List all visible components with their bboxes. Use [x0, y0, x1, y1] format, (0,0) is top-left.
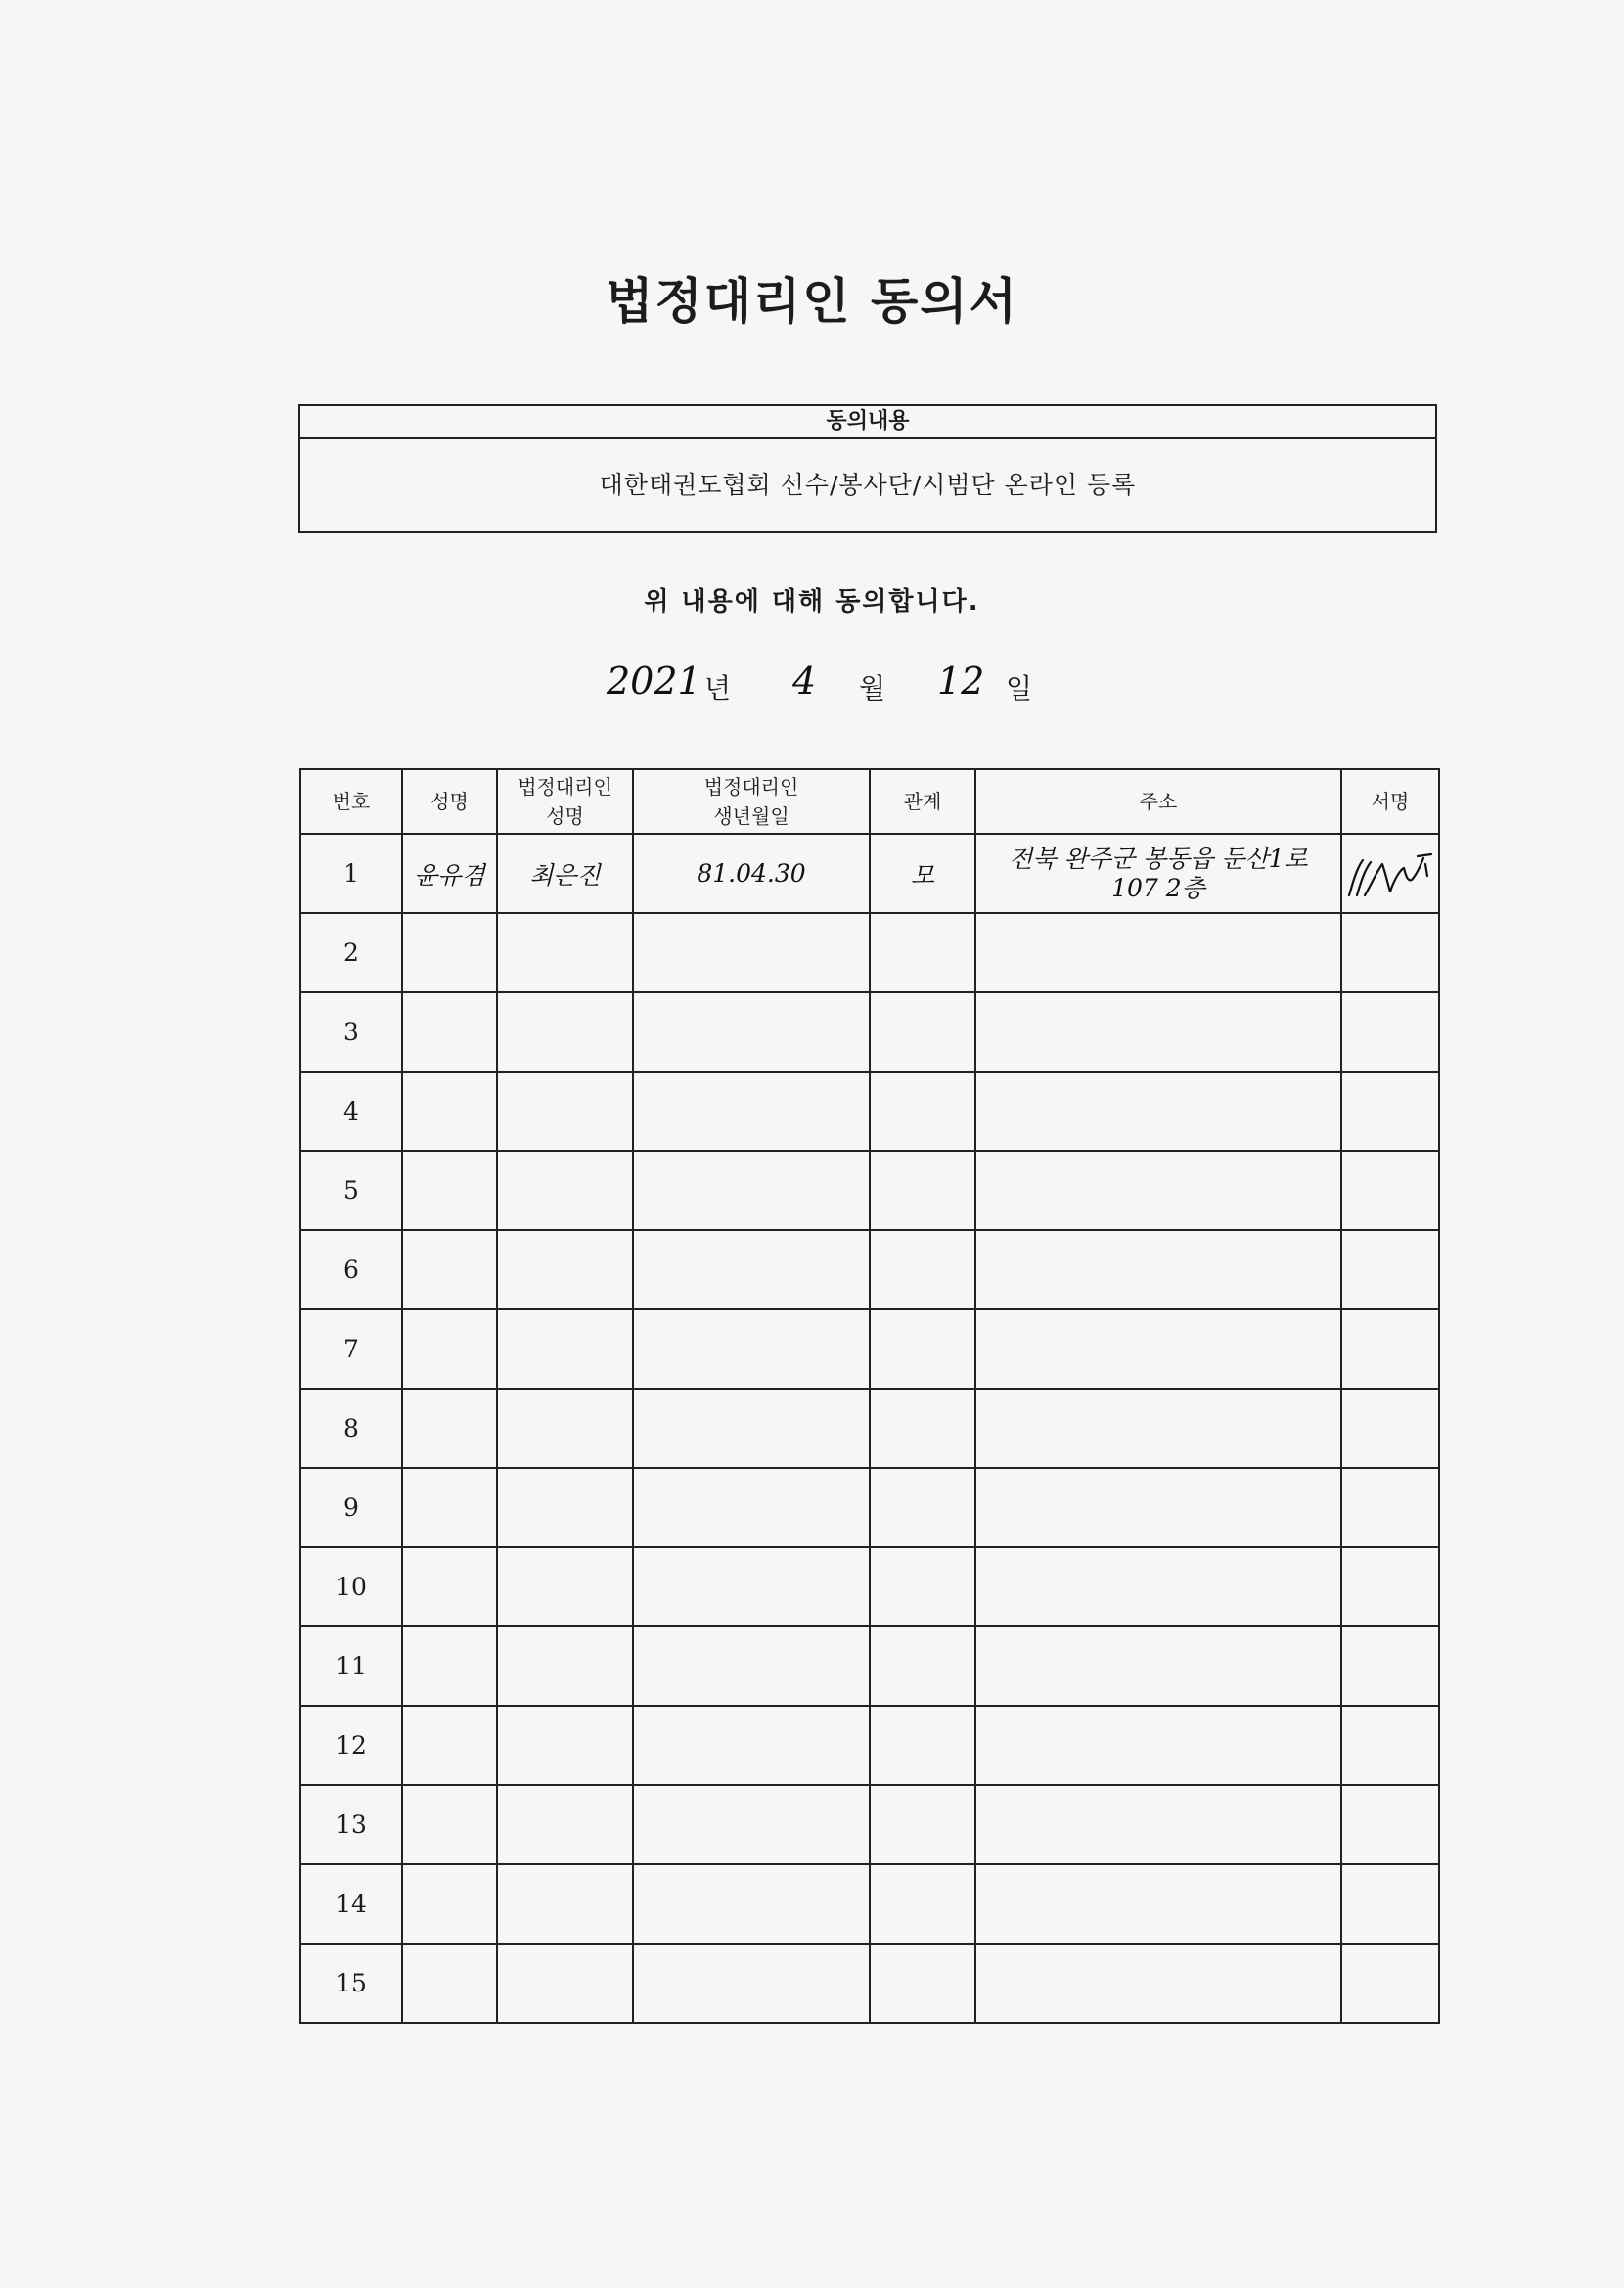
row-no: 10: [300, 1547, 402, 1626]
row-address: [975, 834, 1341, 913]
header-guardian-birth-line2: 생년월일: [713, 804, 789, 828]
row-address: [975, 1230, 1341, 1309]
table-row: [300, 834, 1439, 913]
row-guardian-name: 최은진: [497, 834, 633, 913]
row-relation: [870, 1072, 975, 1151]
table-row: [300, 1626, 1439, 1706]
row-signature: [1341, 913, 1439, 992]
row-name: [402, 1785, 497, 1864]
row-guardian-birth: [633, 1547, 870, 1626]
row-guardian-name: [497, 1706, 633, 1785]
row-signature: [1341, 834, 1439, 913]
header-signature: 서명: [1341, 769, 1439, 834]
row-relation: [870, 913, 975, 992]
row-relation: [870, 1468, 975, 1547]
row-guardian-birth: [633, 1706, 870, 1785]
row-address-line1: 전북 완주군 봉동읍 둔산1로: [1009, 844, 1308, 873]
row-no: 13: [300, 1785, 402, 1864]
row-address: [975, 1468, 1341, 1547]
row-guardian-name: [497, 1864, 633, 1944]
row-guardian-name: [497, 1389, 633, 1468]
date-day-unit: 일: [1006, 672, 1033, 705]
row-relation: [870, 1230, 975, 1309]
row-relation: [870, 1944, 975, 2023]
agreement-statement: 위 내용에 대해 동의합니다.: [644, 587, 980, 617]
date-month-unit: 월: [859, 672, 886, 705]
row-guardian-name: [497, 1151, 633, 1230]
header-relation: 관계: [870, 769, 975, 834]
header-guardian-name-line2: 성명: [546, 804, 584, 828]
row-guardian-name: [497, 1072, 633, 1151]
row-signature: [1341, 1072, 1439, 1151]
row-guardian-birth: [633, 1944, 870, 2023]
row-address: [975, 1547, 1341, 1626]
page-title: 법정대리인 동의서: [606, 273, 1018, 330]
date-year: 2021: [607, 660, 701, 703]
row-address: [975, 1864, 1341, 1944]
header-guardian-name-line1: 법정대리인: [518, 775, 612, 799]
row-no: 9: [300, 1468, 402, 1547]
row-guardian-birth: [633, 992, 870, 1072]
row-relation: [870, 1389, 975, 1468]
header-guardian-name: [497, 769, 633, 834]
row-guardian-birth: [633, 1072, 870, 1151]
row-name: [402, 1706, 497, 1785]
table-row: [300, 1864, 1439, 1944]
row-name: [402, 1944, 497, 2023]
date-year-unit: 년: [704, 672, 732, 705]
table-row: [300, 1785, 1439, 1864]
row-name: [402, 1864, 497, 1944]
row-guardian-birth: [633, 1468, 870, 1547]
row-no: 2: [300, 913, 402, 992]
row-signature: [1341, 1944, 1439, 2023]
table-row: [300, 1944, 1439, 2023]
row-signature: [1341, 1468, 1439, 1547]
table-row: [300, 1151, 1439, 1230]
table-row: [300, 1072, 1439, 1151]
row-no: 8: [300, 1389, 402, 1468]
row-signature: [1341, 1785, 1439, 1864]
table-row: [300, 1468, 1439, 1547]
row-guardian-name: [497, 1468, 633, 1547]
row-no: 3: [300, 992, 402, 1072]
row-name: [402, 1151, 497, 1230]
table-row: [300, 1547, 1439, 1626]
row-address: [975, 1944, 1341, 2023]
row-name: [402, 992, 497, 1072]
row-address: [975, 1389, 1341, 1468]
row-no: 14: [300, 1864, 402, 1944]
row-address: [975, 1309, 1341, 1389]
guardian-roster-table: [299, 768, 1440, 2024]
row-address: [975, 1626, 1341, 1706]
row-guardian-name: [497, 1309, 633, 1389]
row-no: 5: [300, 1151, 402, 1230]
row-name: [402, 1309, 497, 1389]
row-relation: [870, 1151, 975, 1230]
consent-content-header: 동의내용: [300, 406, 1435, 439]
row-guardian-name: [497, 913, 633, 992]
date-day: 12: [937, 660, 985, 703]
row-address: [975, 1072, 1341, 1151]
row-signature: [1341, 1864, 1439, 1944]
row-guardian-birth: [633, 1230, 870, 1309]
row-address-line2: 107 2층: [1111, 873, 1205, 902]
row-guardian-name: [497, 1785, 633, 1864]
row-guardian-name: [497, 1944, 633, 2023]
table-row: [300, 1309, 1439, 1389]
row-signature: [1341, 1230, 1439, 1309]
row-address: [975, 913, 1341, 992]
row-guardian-birth: [633, 1785, 870, 1864]
row-name: [402, 1626, 497, 1706]
row-signature: [1341, 1151, 1439, 1230]
row-guardian-birth: [633, 1309, 870, 1389]
row-guardian-birth: [633, 913, 870, 992]
row-name: [402, 1230, 497, 1309]
row-relation: [870, 1309, 975, 1389]
row-address: [975, 1151, 1341, 1230]
header-address: 주소: [975, 769, 1341, 834]
row-no: 4: [300, 1072, 402, 1151]
row-relation: [870, 1547, 975, 1626]
row-relation: [870, 1706, 975, 1785]
row-guardian-name: [497, 1547, 633, 1626]
row-signature: [1341, 1547, 1439, 1626]
row-address: [975, 992, 1341, 1072]
row-relation: [870, 1626, 975, 1706]
row-address: [975, 1706, 1341, 1785]
row-no: 12: [300, 1706, 402, 1785]
row-no: 6: [300, 1230, 402, 1309]
row-guardian-birth: [633, 1151, 870, 1230]
row-relation: [870, 1785, 975, 1864]
row-guardian-birth: [633, 1389, 870, 1468]
row-address: [975, 1785, 1341, 1864]
table-row: [300, 1389, 1439, 1468]
row-guardian-birth: [633, 1626, 870, 1706]
row-relation: 모: [870, 834, 975, 913]
row-name: [402, 913, 497, 992]
header-no: 번호: [300, 769, 402, 834]
row-signature: [1341, 992, 1439, 1072]
date-line: [607, 662, 1096, 710]
header-guardian-birth-line1: 법정대리인: [703, 775, 799, 799]
row-name: [402, 1072, 497, 1151]
row-no: 7: [300, 1309, 402, 1389]
row-guardian-birth: 81.04.30: [633, 834, 870, 913]
table-row: [300, 992, 1439, 1072]
table-header-row: [300, 769, 1439, 834]
row-name: [402, 1389, 497, 1468]
row-name: 윤유겸: [402, 834, 497, 913]
row-guardian-name: [497, 1230, 633, 1309]
date-month: 4: [792, 660, 817, 703]
row-no: 15: [300, 1944, 402, 2023]
row-no: 11: [300, 1626, 402, 1706]
table-row: [300, 913, 1439, 992]
row-signature: [1341, 1706, 1439, 1785]
header-name: 성명: [402, 769, 497, 834]
consent-content-body: 대한태권도협회 선수/봉사단/시범단 온라인 등록: [599, 471, 1137, 499]
handwritten-signature: [1343, 847, 1437, 901]
row-signature: [1341, 1626, 1439, 1706]
row-guardian-birth: [633, 1864, 870, 1944]
row-signature: [1341, 1389, 1439, 1468]
row-no: 1: [300, 834, 402, 913]
row-guardian-name: [497, 992, 633, 1072]
table-row: [300, 1230, 1439, 1309]
table-row: [300, 1706, 1439, 1785]
consent-content-box: [298, 404, 1437, 533]
row-name: [402, 1468, 497, 1547]
row-name: [402, 1547, 497, 1626]
row-relation: [870, 1864, 975, 1944]
row-signature: [1341, 1309, 1439, 1389]
row-guardian-name: [497, 1626, 633, 1706]
row-relation: [870, 992, 975, 1072]
header-guardian-birth: [633, 769, 870, 834]
